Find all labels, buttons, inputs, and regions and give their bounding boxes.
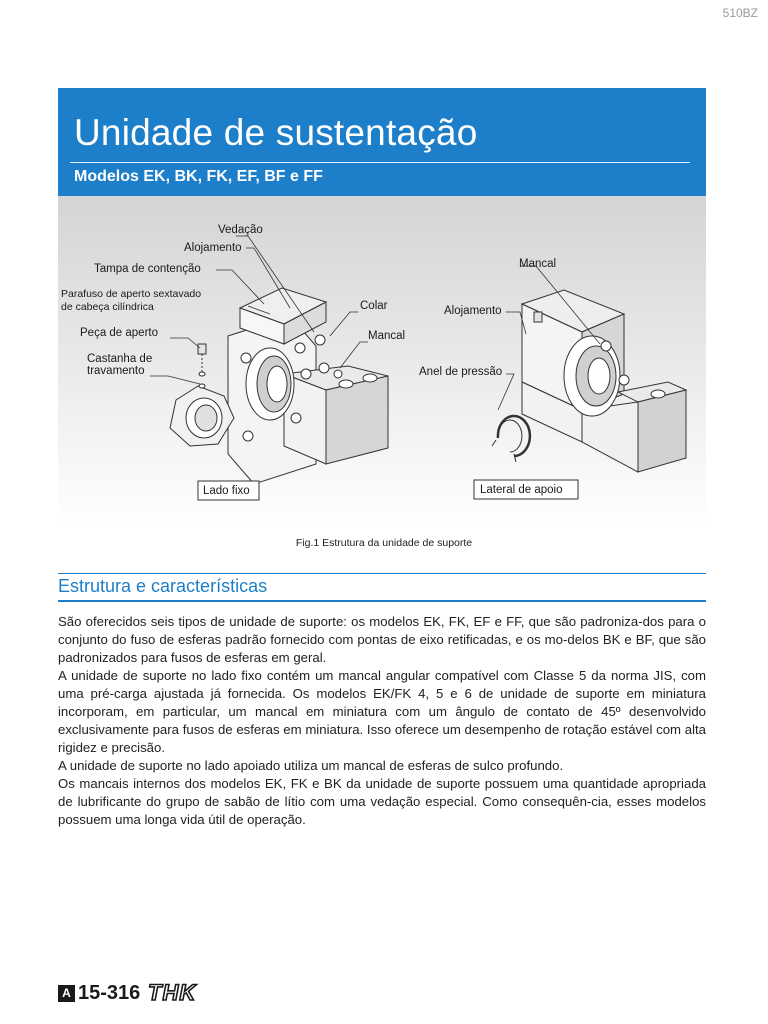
label-alojamento-support: Alojamento [444, 305, 502, 317]
label-castanha-line1: Castanha de [87, 353, 153, 365]
label-parafuso-line1: Parafuso de aperto sextavado [61, 288, 202, 300]
label-vedacao: Vedação [218, 224, 263, 236]
label-mancal-fixed: Mancal [368, 330, 406, 342]
page-number: 15-316 [78, 981, 141, 1004]
figure-drawing [58, 196, 706, 524]
page-subtitle: Modelos EK, BK, FK, EF, BF e FF [74, 168, 323, 185]
label-colar: Colar [360, 300, 388, 312]
brand-logo-text: THK [148, 983, 197, 1003]
label-parafuso-line2: de cabeça cilíndrica [61, 301, 154, 313]
paragraph: A unidade de suporte no lado apoiado utiliza um mancal de esferas de sulco profundo. [58, 758, 564, 773]
title-banner [58, 88, 706, 196]
label-peca-aperto: Peça de aperto [80, 327, 159, 339]
label-lado-fixo: Lado fixo [203, 485, 250, 497]
figure-caption: Fig.1 Estrutura da unidade de suporte [295, 537, 473, 549]
fixed-side-unit-drawing [170, 288, 388, 484]
thk-logo [148, 983, 220, 1003]
section-letter-badge: A [58, 985, 75, 1002]
document-code: 510BZ [722, 6, 758, 20]
structure-figure [58, 196, 706, 524]
label-alojamento-fixed: Alojamento [184, 242, 242, 254]
page-title: Unidade de sustentação [74, 112, 478, 153]
paragraph: A unidade de suporte no lado fixo contém um mancal angular compatível com Classe 5 da norma JIS, com uma pré-carga ajustada já fornecida. Os modelos EK/FK 4, 5 e 6 de unidade de suporte em miniatura incorporam, em particular, um mancal em miniatura com um ângulo de contato de 45º desenvolvido exclusivamente para fusos de esferas em miniatura. Isso oferece um desempenho de rotação estável com alta rigidez e precisão. [58, 668, 706, 755]
section-title: Estrutura e características [58, 576, 268, 596]
label-lateral-apoio: Lateral de apoio [480, 484, 563, 496]
paragraph: São oferecidos seis tipos de unidade de suporte: os modelos EK, FK, EF e FF, que são padroniza-dos para o conjunto do fuso de esferas padrão fornecido com pontas de eixo retificadas, e os mo-delos BK e BF, que são padronizados para fusos de esferas em geral. [58, 614, 706, 665]
label-mancal-support: Mancal [519, 258, 557, 270]
paragraph: Os mancais internos dos modelos EK, FK e BK da unidade de suporte possuem uma quantidade apropriada de lubrificante do grupo de sabão de lítio com uma vedação especial. Como consequên-cia, esses modelos possuem uma longa vida útil de operação. [58, 776, 706, 827]
section-rule-top [58, 573, 706, 574]
title-divider [70, 162, 690, 163]
page-footer [58, 982, 220, 1004]
label-castanha-line2: travamento [87, 365, 145, 377]
section-rule-bottom [58, 600, 706, 602]
label-tampa-contencao: Tampa de contenção [94, 263, 201, 275]
body-text [58, 613, 706, 829]
label-anel-pressao: Anel de pressão [419, 366, 503, 378]
